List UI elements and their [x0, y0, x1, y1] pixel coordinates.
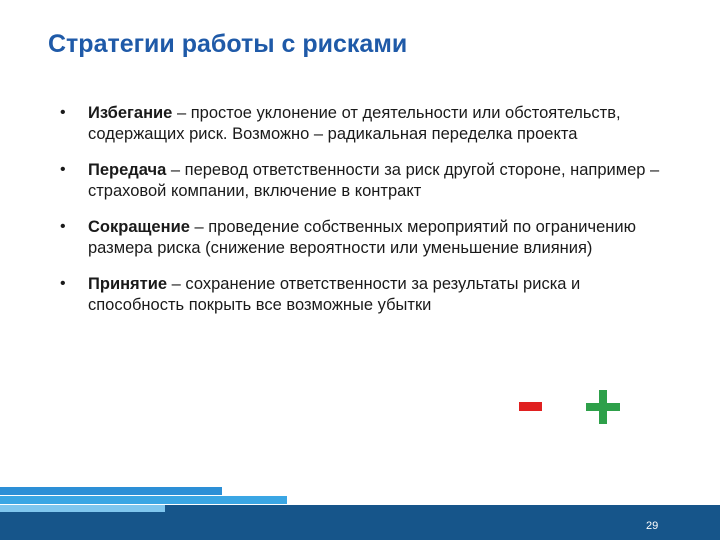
slide-title: Стратегии работы с рисками: [48, 30, 408, 58]
bullet-item-acceptance: [60, 274, 680, 315]
bullet-marker: •: [60, 161, 66, 178]
plus-icon-vertical-bar: [599, 390, 607, 424]
decorative-stripe: [0, 496, 287, 504]
bullet-text: – простое уклонение от деятельности или обстоятельств, содержащих риск. Возможно – радикальная переделка проекта: [88, 104, 621, 143]
bullet-text: – проведение собственных мероприятий по ограничению размера риска (снижение вероятности или уменьшение влияния): [88, 218, 636, 257]
bullet-text: – сохранение ответственности за результаты риска и способность покрыть все возможные убытки: [88, 275, 581, 314]
page-number: 29: [646, 520, 659, 532]
bullet-marker: •: [60, 275, 66, 292]
bullet-text: – перевод ответственности за риск другой стороне, например – страховой компании, включение в контракт: [88, 161, 660, 200]
footer-band: [0, 512, 720, 540]
decorative-stripe: [0, 487, 222, 495]
bullet-list: [60, 103, 680, 315]
plus-icon: [586, 390, 620, 424]
bullet-marker: •: [60, 104, 66, 121]
minus-icon: [519, 402, 542, 411]
bullet-item-transfer: [60, 160, 680, 201]
bullet-term: Сокращение: [88, 218, 190, 236]
bullet-item-avoidance: [60, 103, 680, 144]
decorative-stripe: [165, 505, 720, 512]
bullet-term: Принятие: [88, 275, 168, 293]
bullet-term: Передача: [88, 161, 167, 179]
bullet-marker: •: [60, 218, 66, 235]
bullet-item-reduction: [60, 217, 680, 258]
bullet-term: Избегание: [88, 104, 173, 122]
decorative-stripe: [0, 505, 165, 512]
